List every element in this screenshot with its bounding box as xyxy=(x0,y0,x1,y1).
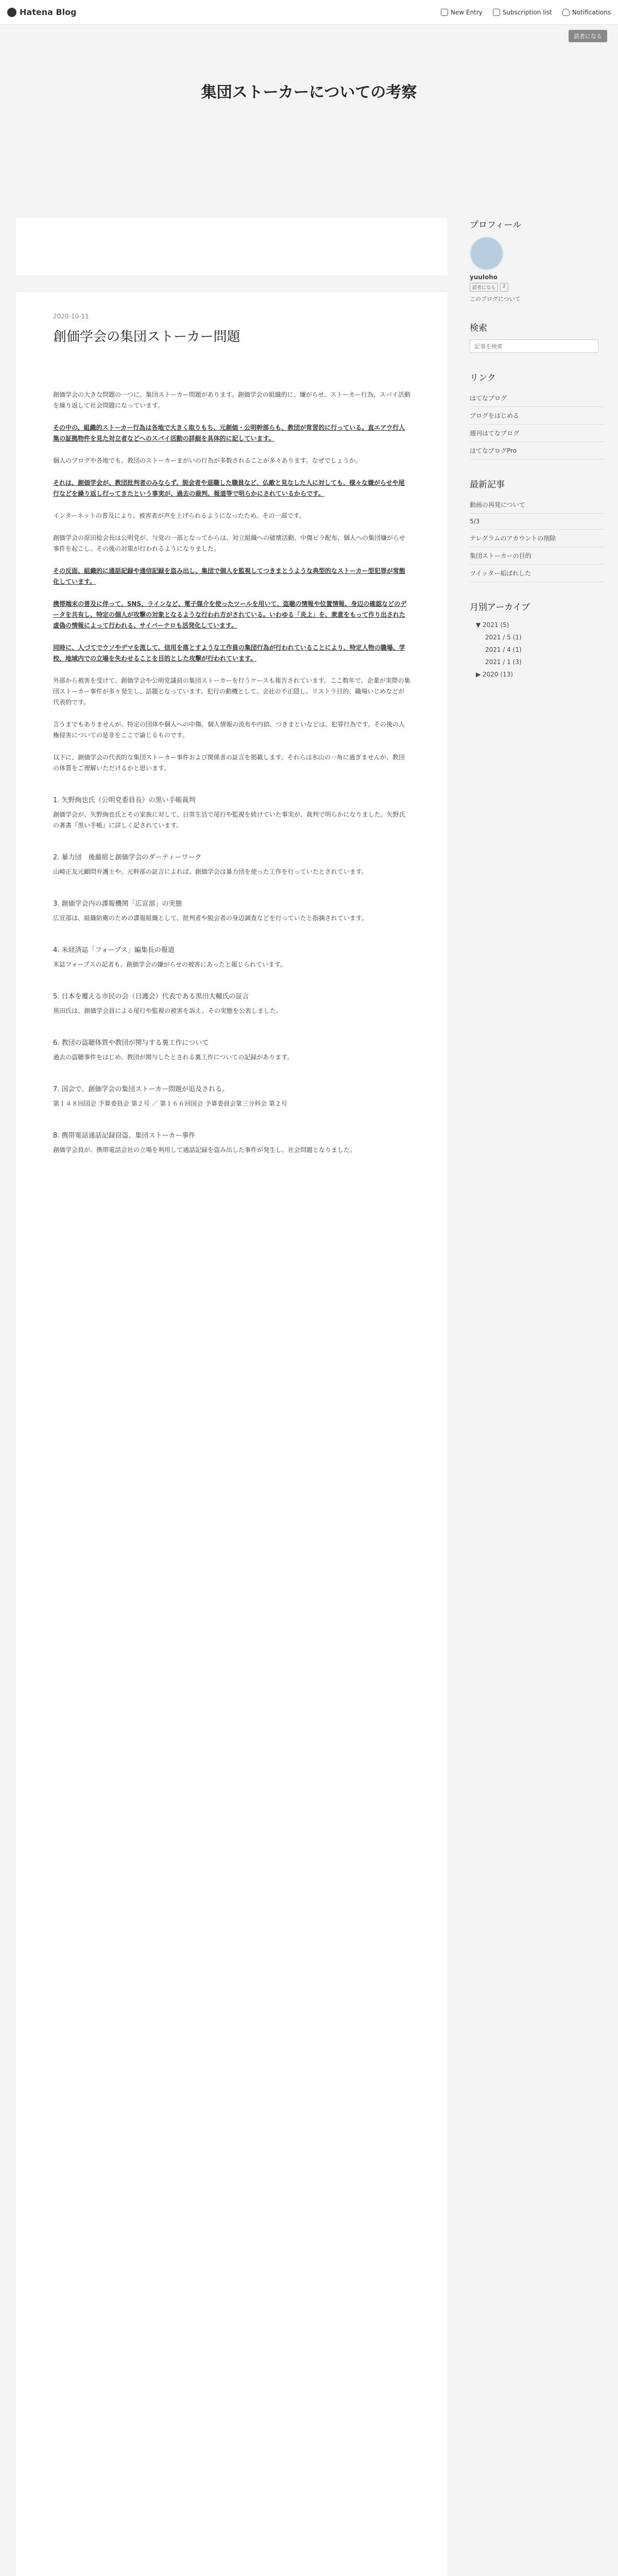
paragraph: それは、創価学会が、教団批判者のみならず、脱会者や退職した職員など、仏敵と見なした人に対しても、様々な嫌がらせや尾行などを繰り返し行ってきたという事実が、過去の裁判、報道等で明らかにされているからです。 xyxy=(53,479,405,497)
section-heading: 7. 国会で、創価学会の集団ストーカー問題が追及される。 xyxy=(53,1086,229,1093)
entry-date[interactable]: 2020-10-11 xyxy=(53,313,89,320)
archive-heading: 月別アーカイブ xyxy=(470,602,530,613)
sidebar xyxy=(470,217,604,698)
username[interactable]: yuuloho xyxy=(470,274,498,281)
paragraph: 携帯端末の普及に伴って、SNS、ラインなど、電子媒介を使ったツールを用いて、盗聴の情報や位置情報、身辺の確認などのデータを共有し、特定の個人が攻撃の対象となるような行われ方がされている。いわゆる「炎上」を、衆意をもって作り出された虚偽の情報によって行われる、サイバーテロも活発化しています。 xyxy=(53,600,407,629)
article xyxy=(15,292,448,2576)
section-heading: 1. 矢野絢也氏（公明党委員長）の黒い手帳裁判 xyxy=(53,796,196,804)
links-heading: リンク xyxy=(470,373,496,383)
links-section xyxy=(470,370,604,460)
recent-entry-link[interactable]: テレグラムのアカウントの削除 xyxy=(470,530,604,547)
hatena-logo-icon xyxy=(7,8,16,17)
subscriber-count-badge: 2 xyxy=(500,283,508,292)
paragraph: 米誌フォーブスの記者も、創価学会の嫌がらせの被害にあったと報じられています。 xyxy=(53,961,286,968)
section-heading: 2. 暴力団 後藤組と創価学会のダーティーワーク xyxy=(53,854,202,861)
list-icon xyxy=(493,9,500,16)
bell-icon xyxy=(562,9,570,16)
sidebar-link[interactable]: はてなブログ xyxy=(470,389,604,407)
paragraph: 以下に、創価学会の代表的な集団ストーカー事件および関係者の証言を掲載します。それらは氷山の一角に過ぎませんが、教団の体質をご理解いただけるかと思います。 xyxy=(53,754,405,772)
top-navigation-bar xyxy=(0,0,618,25)
new-entry-link[interactable] xyxy=(441,9,483,16)
about-blog-link[interactable]: このブログについて xyxy=(470,296,521,302)
section-heading: 5. 日本を覆える市民の会（日護会）代表である黒田大輔氏の証言 xyxy=(53,993,249,1001)
paragraph: 創価学会が、矢野絢也氏とその家族に対して、日常生活で尾行や監視を続けていた事実が、裁判で明らかになりました。矢野氏の著書『黒い手帳』に詳しく記されています。 xyxy=(53,811,405,829)
section-heading: 8. 携帯電話通話記録窃盗、集団ストーカー事件 xyxy=(53,1132,196,1140)
paragraph: その中の、組織的ストーカー行為は各地で大きく取りもち、元創価・公明幹部らも、教団が常習的に行っている。直エアウ行人集の証拠物件を見た対立者などへのスパイ活動の詳細を具体的に記しています。 xyxy=(53,424,405,442)
archive-item[interactable]: ▼ 2021 (5) xyxy=(476,621,509,629)
subscription-label: Subscription list xyxy=(502,8,552,16)
paragraph: 同時に、人づてでウソやデマを流して、信用を落とすような工作員の集団行為が行われていることにより、特定人物の職場、学校、地域内での立場を失わせることを目的とした攻撃が行われています。 xyxy=(53,644,405,662)
logo-text: Hatena Blog xyxy=(20,7,77,17)
archive-item[interactable]: 2021 / 1 (3) xyxy=(485,658,522,666)
archive-section xyxy=(470,600,604,681)
section-heading: 4. 米経済誌「フォーブス」編集長の報道 xyxy=(53,946,175,954)
search-heading: 検索 xyxy=(470,323,487,333)
paragraph: 黒田氏は、創価学会員による尾行や監視の被害を訴え、その実態を公表しました。 xyxy=(53,1007,282,1014)
entry-body xyxy=(53,389,410,1156)
subscribe-badge[interactable]: 読者になる xyxy=(470,283,498,292)
paragraph: 山崎正友元顧問弁護士や、元幹部の証言によれば、創価学会は暴力団を使った工作を行っていたとされています。 xyxy=(53,868,368,875)
notifications-label: Notifications xyxy=(572,8,611,16)
links-list xyxy=(470,389,604,460)
paragraph: 言うまでもありませんが、特定の団体や個人への中傷、個人情報の流布や内偵、つきまといなどは、犯罪行為です。その後の人権侵害についての是非をここで論じるものです。 xyxy=(53,721,405,739)
recent-entry-link[interactable]: ツイッター垢ばれした xyxy=(470,565,604,582)
recent-heading: 最新記事 xyxy=(470,480,505,490)
avatar[interactable] xyxy=(470,236,504,270)
search-input[interactable] xyxy=(470,340,598,353)
archive-item[interactable]: 2021 / 5 (1) xyxy=(485,634,522,641)
hatena-blog-logo[interactable] xyxy=(7,7,77,17)
paragraph: 第１４８回国会 予算委員会 第２号 ／ 第１６６回国会 予算委員会第三分科会 第２号 xyxy=(53,1100,287,1107)
sidebar-link[interactable]: 週刊はてなブログ xyxy=(470,425,604,442)
sidebar-link[interactable]: はてなブログPro xyxy=(470,442,604,460)
paragraph: インターネットの普及により、被害者が声を上げられるようになったため、その一部です。 xyxy=(53,512,305,519)
entry-title[interactable]: 創価学会の集団ストーカー問題 xyxy=(53,329,241,345)
archive-item[interactable]: 2021 / 4 (1) xyxy=(485,646,522,653)
paragraph: 過去の盗聴事件をはじめ、教団が関与したとされる裏工作についての記録があります。 xyxy=(53,1054,294,1061)
search-section xyxy=(470,320,604,353)
profile-badges xyxy=(470,283,604,292)
recent-entries-list xyxy=(470,496,604,582)
notifications-link[interactable] xyxy=(562,9,611,16)
paragraph: 個人のブログや各地でも、教団のストーカーまがいの行為が多数されることが多々あります。なぜでしょうか。 xyxy=(53,457,362,464)
subscribe-button[interactable]: 読者になる xyxy=(569,30,607,42)
paragraph: 外部から被害を受けて、創価学会や公明党議員の集団ストーカーを行うケースも報告されています。ここ数年で、企業が実際の集団ストーカー事件が多々発生し、話題となっています。犯行の動機として、会社の不正隠し、リストラ目的、職場いじめなどが代表的です。 xyxy=(53,677,410,706)
paragraph: その反面、組織的に通話記録や通信記録を盗み出し、集団で個人を監視してつきまとうような典型的なストーカー型犯罪が常態化しています。 xyxy=(53,567,405,585)
sidebar-link[interactable]: ブログをはじめる xyxy=(470,407,604,425)
new-entry-label: New Entry xyxy=(450,8,483,16)
pencil-icon xyxy=(441,9,448,16)
main-column xyxy=(15,217,448,2576)
paragraph: 広宣部は、組織防衛のための諜報組織として、批判者や脱会者の身辺調査などを行っていたと指摘されています。 xyxy=(53,914,368,922)
recent-entries-section xyxy=(470,477,604,582)
profile-heading: プロフィール xyxy=(470,220,522,230)
archive-list xyxy=(470,619,604,681)
paragraph: 創価学会員が、携帯電話会社の立場を利用して通話記録を盗み出した事件が発生し、社会問題となりました。 xyxy=(53,1146,356,1154)
section-heading: 6. 教団の盗聴体質や教団が関与する裏工作について xyxy=(53,1039,209,1047)
profile-section xyxy=(470,217,604,303)
archive-item[interactable]: ▶ 2020 (13) xyxy=(476,671,513,678)
ad-area xyxy=(15,217,448,276)
recent-entry-link[interactable]: 5/3 xyxy=(470,514,604,530)
recent-entry-link[interactable]: 動画の再発について xyxy=(470,496,604,514)
subscription-list-link[interactable] xyxy=(493,9,552,16)
recent-entry-link[interactable]: 集団ストーカーの目的 xyxy=(470,547,604,565)
paragraph: 創価学会の原田稔会長は公明党が、与党の一部となってからは、対立組織への破壊活動、中傷ビラ配布、個人への集団嫌がらせ事件を起こし、その後の対策が行われるようになりました。 xyxy=(53,534,405,552)
blog-title[interactable]: 集団ストーカーについての考察 xyxy=(201,83,417,101)
paragraph: 創価学会の大きな問題の一つに、集団ストーカー問題があります。創価学会の組織的に、嫌がらせ、ストーカー行為、スパイ活動を繰り返して社会問題になっています。 xyxy=(53,391,410,409)
section-heading: 3. 創価学会内の諜報機関「広宣部」の実態 xyxy=(53,900,182,908)
